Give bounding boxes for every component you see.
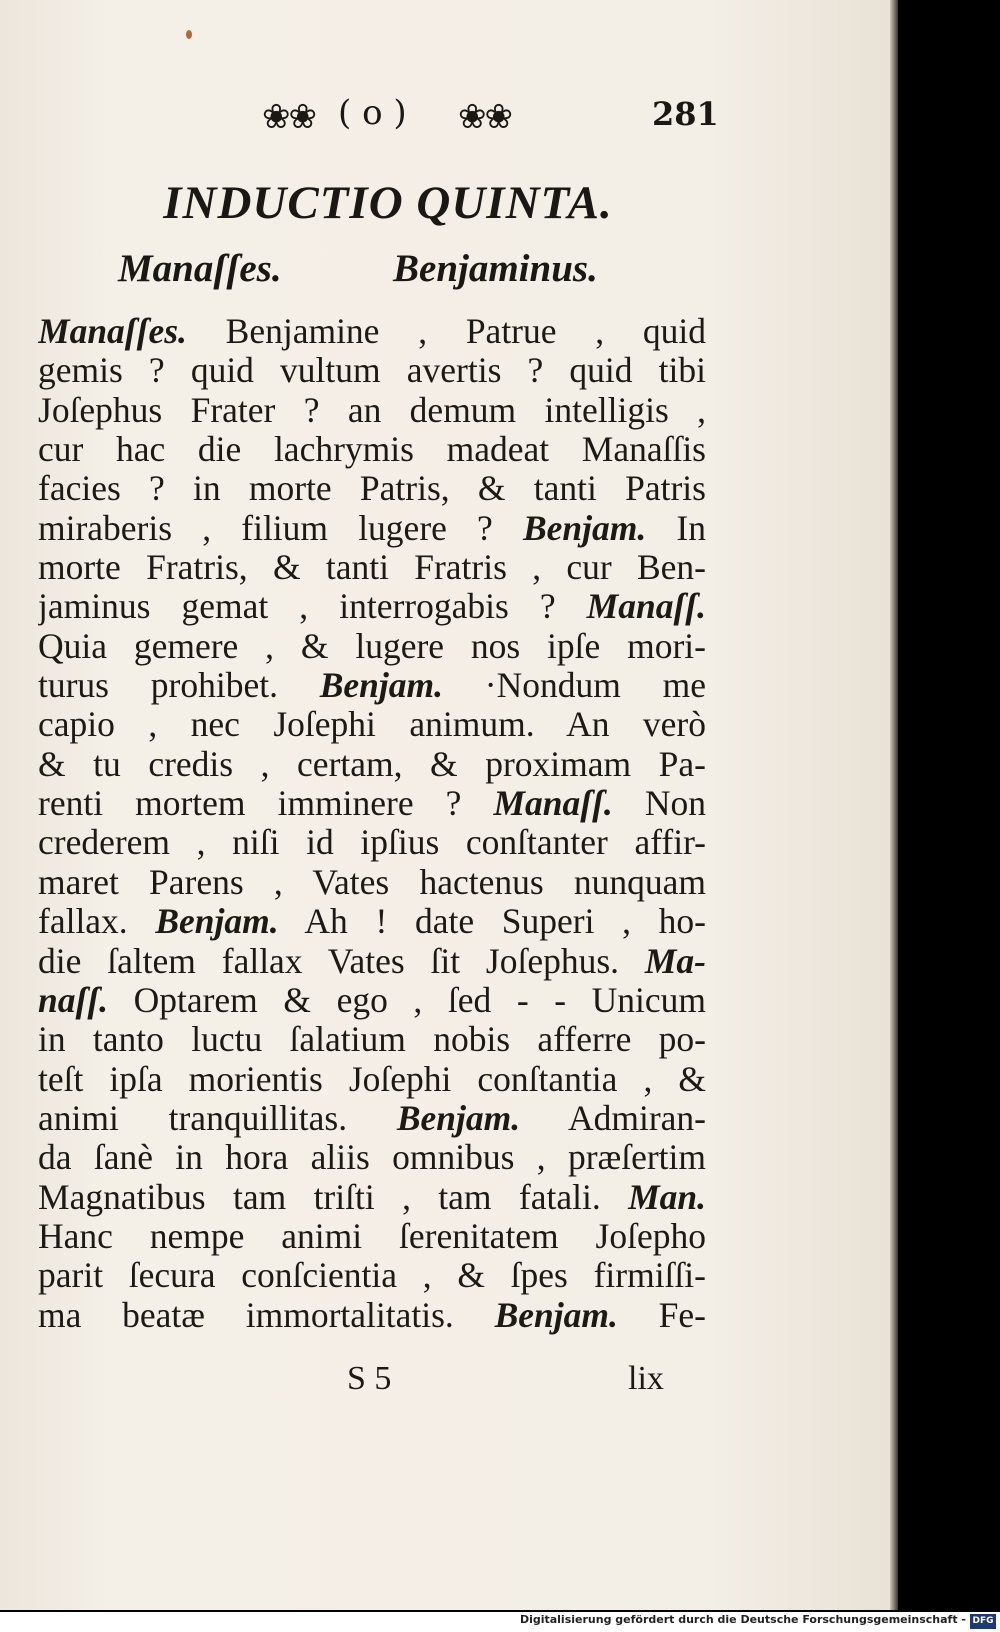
text-line <box>38 1060 706 1099</box>
text-segment: Ah ! date Superi , ho- <box>278 902 706 942</box>
text-line <box>38 823 706 862</box>
text-line <box>38 548 706 587</box>
text-line <box>38 902 706 941</box>
text-line <box>38 1178 706 1217</box>
text-segment: crederem , niſi id ipſius conſtanter affir- <box>38 823 706 863</box>
text-segment: turus prohibet. <box>38 666 320 706</box>
text-line <box>38 942 706 981</box>
text-line <box>38 705 706 744</box>
page-number: 281 <box>652 95 719 133</box>
ornament-right-icon: ❀❀ <box>458 97 511 137</box>
page-footer <box>0 1360 890 1404</box>
text-line <box>38 1020 706 1059</box>
section-title: INDUCTIO QUINTA. <box>163 177 613 229</box>
funding-credit: Digitalisierung gefördert durch die Deutsche Forschungsgemeinschaft - <box>519 1613 966 1626</box>
text-segment: Benjamine , Patrue , quid <box>186 312 706 351</box>
text-segment: parit ſecura conſcientia , & ſpes firmiſſi- <box>38 1256 706 1296</box>
dfg-logo: DFG <box>970 1614 996 1629</box>
catchword: lix <box>628 1360 664 1397</box>
text-segment: miraberis , filium lugere ? <box>38 508 523 548</box>
text-segment: maret Parens , Vates hactenus nunquam <box>38 862 706 902</box>
speaker-manasses: Manaſſes. <box>118 247 282 290</box>
running-head <box>0 93 890 143</box>
text-line <box>38 351 706 390</box>
text-line <box>38 627 706 666</box>
body-text <box>38 312 706 1335</box>
text-line <box>38 469 706 508</box>
speaker-abbreviation: Benjam. <box>522 508 647 548</box>
text-line <box>38 312 706 351</box>
text-line <box>38 1217 706 1256</box>
text-segment: Non <box>612 784 706 824</box>
text-line <box>38 1256 706 1295</box>
speaker-abbreviation: Man. <box>628 1177 706 1217</box>
text-segment: Admiran- <box>520 1098 706 1138</box>
ink-stain <box>186 30 192 39</box>
text-line <box>38 587 706 626</box>
text-segment: gemis ? quid vultum avertis ? quid tibi <box>38 351 706 391</box>
page-edge <box>890 0 898 1610</box>
credit-bar <box>0 1612 1000 1632</box>
text-segment: teſt ipſa morientis Joſephi conſtantia , & <box>38 1059 706 1099</box>
speaker-abbreviation: naſſ. <box>38 980 109 1020</box>
speaker-abbreviation: Benjam. <box>396 1098 521 1138</box>
text-line <box>38 666 706 705</box>
text-segment: Hanc nempe animi ſerenitatem Joſepho <box>38 1216 706 1256</box>
text-segment: In <box>646 508 706 548</box>
speaker-abbreviation: Manaſſes. <box>38 312 187 351</box>
signature-mark: S 5 <box>347 1360 392 1397</box>
speaker-abbreviation: Benjam. <box>494 1295 618 1335</box>
ornament-left-icon: ❀❀ <box>262 97 315 137</box>
text-segment: die ſaltem fallax Vates ſit Joſephus. <box>38 941 645 981</box>
text-segment: in tanto luctu ſalatium nobis afferre po- <box>38 1020 706 1060</box>
text-line <box>38 1099 706 1138</box>
text-segment: morte Fratris, & tanti Fratris , cur Ben- <box>38 548 706 588</box>
text-segment: Fe- <box>617 1295 706 1335</box>
speaker-abbreviation: Benjam. <box>319 666 443 706</box>
text-segment: capio , nec Joſephi animum. An verò <box>38 705 706 745</box>
text-line <box>38 784 706 823</box>
text-segment: ·Nondum me <box>443 666 706 706</box>
text-line <box>38 509 706 548</box>
text-line <box>38 430 706 469</box>
speaker-abbreviation: Benjam. <box>155 902 279 942</box>
text-segment: & tu credis , certam, & proximam Pa- <box>38 744 706 784</box>
speaker-abbreviation: Ma- <box>644 941 706 981</box>
text-line <box>38 745 706 784</box>
text-segment: animi tranquillitas. <box>38 1098 397 1138</box>
text-line <box>38 391 706 430</box>
speaker-abbreviation: Manaſſ. <box>493 784 613 824</box>
text-line <box>38 1296 706 1335</box>
text-segment: cur hac die lachrymis madeat Manaſſis <box>38 430 706 470</box>
text-segment: facies ? in morte Patris, & tanti Patris <box>38 469 706 509</box>
text-segment: da ſanè in hora aliis omnibus , præſertim <box>38 1138 706 1178</box>
text-segment: Magnatibus tam triſti , tam fatali. <box>38 1177 629 1217</box>
text-segment: Joſephus Frater ? an demum intelligis , <box>38 390 706 430</box>
text-segment: Quia gemere , & lugere nos ipſe mori- <box>38 626 706 666</box>
speaker-abbreviation: Manaſſ. <box>586 587 706 627</box>
text-segment: Optarem & ego , ſed - - Unicum <box>108 980 706 1020</box>
speaker-benjaminus: Benjaminus. <box>393 247 598 290</box>
text-line <box>38 1138 706 1177</box>
text-segment: jaminus gemat , interrogabis ? <box>38 587 587 627</box>
text-segment: fallax. <box>38 902 156 942</box>
text-segment: renti mortem imminere ? <box>38 784 494 824</box>
text-line <box>38 981 706 1020</box>
text-segment: ma beatæ immortalitatis. <box>38 1295 495 1335</box>
text-line <box>38 863 706 902</box>
running-head-marker: ( o ) <box>338 93 407 133</box>
